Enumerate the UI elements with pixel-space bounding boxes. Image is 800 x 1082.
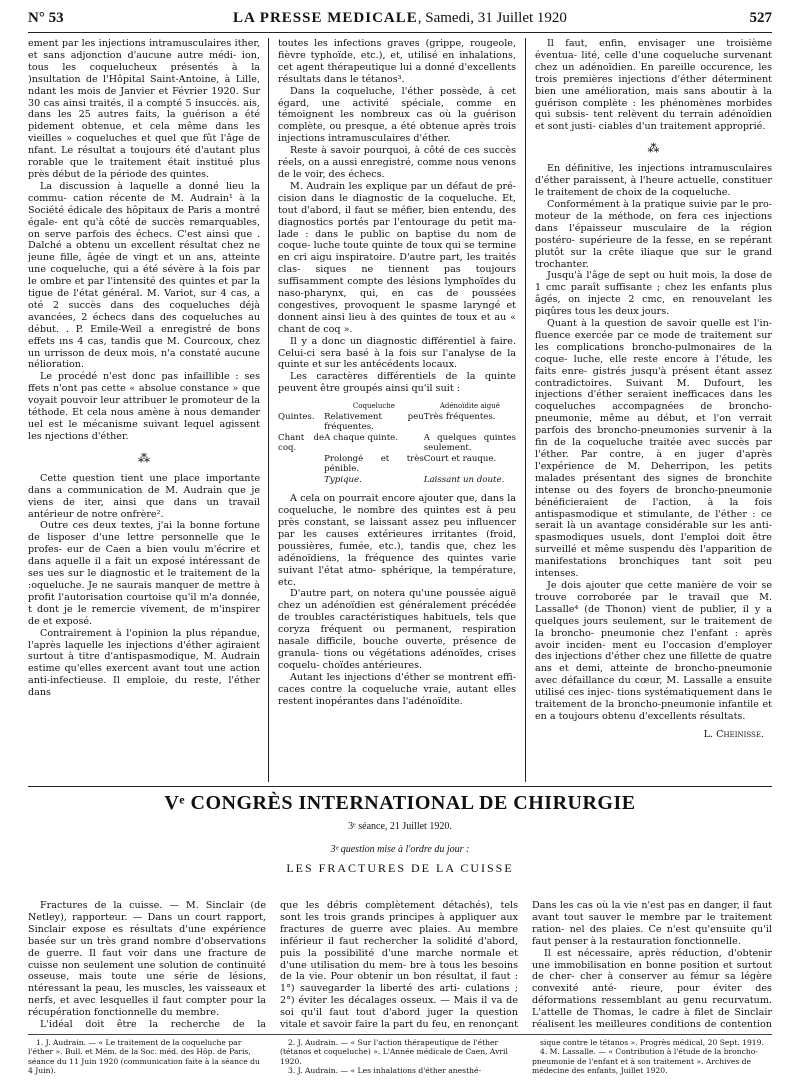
column-divider (268, 38, 269, 782)
paragraph: Outre ces deux textes, j'ai la bonne fortune de lisposer d'une lettre personnelle que le profes- eur de Caen a bien voulu m'écrire et dans aquelle il a fait un exposé intéressant de ses ues sur le diagnostic et le traitement de la :oqueluche. Je ne saurais manquer de mettre à profit l'autorisation courtoise qu'il m'a donnée, t dont je le remercie vivement, de m'inspirer de et exposé. (28, 520, 260, 627)
paragraph: M. Audrain les explique par un défaut de pré- cision dans le diagnostic de la coqueluche. Et, tout d'abord, il faut se méfier, bien entendu, des diagnostics portés par l'entourage du petit ma- lade : dans le public on baptise du nom de coque- luche toute quinte de toux qui se termine en cri aigu inspiratoire. D'autre part, les traités clas- siques ne tiennent pas toujours suffisamment compte des lésions lymphoïdes du naso-pharynx, qui, en cas de poussées congestives, provoquent le spasme laryngé et donnent ainsi lieu à des quintes de toux et au « chant de coq ». (278, 180, 516, 335)
paragraph: L'idéal doit être la recherche de la (40, 1019, 266, 1030)
paragraph: Cette question tient une place importante dans a communication de M. Audrain que je viens de iter, ainsi que dans un travail antérieur de notre onfrère². (28, 472, 260, 520)
section-stars: ⁂ (647, 141, 660, 156)
bottom-column-1 (28, 900, 266, 1030)
issue-date: , Samedi, 31 Juillet 1920 (417, 10, 567, 26)
author-signature: L. Cheinisse. (703, 728, 764, 740)
section-stars: ⁂ (138, 450, 150, 465)
paragraph: Reste à savoir pourquoi, à côté de ces succès réels, on a aussi enregistré, comme nous venons de le voir, des échecs. (278, 145, 516, 180)
footnotes-col-1 (28, 1038, 266, 1078)
paragraph: D'autre part, on notera qu'une poussée aiguë chez un adénoïdien est généralement précédée de troubles caractéristiques habituels, tels que coryza fréquent ou permanent, respiration nasale difficile, bouche ouverte, présence de granula- tions ou végétations adénoïdes, crises coquelu- choïdes antérieures. (278, 588, 516, 671)
footnote: sique contre le tétanos ». Progrès médical, 20 Sept. 1919. (540, 1038, 764, 1047)
table-cell: Laissant un doute. (423, 474, 505, 485)
footnotes-col-3 (532, 1038, 772, 1078)
table-cell: A quelques quintes seulement. (423, 432, 516, 454)
header-rule (28, 32, 772, 33)
diagnostic-table (278, 401, 516, 485)
table-cell: Quintes. (278, 411, 315, 422)
congress-session: 3ᵉ séance, 21 Juillet 1920. (348, 821, 452, 832)
paragraph: Il y a donc un diagnostic différentiel à faire. Celui-ci sera basé à la fois sur l'analyse de la quinte et sur les antécédents locaux. (278, 335, 516, 371)
paragraph: A cela on pourrait encore ajouter que, dans la coqueluche, le nombre des quintes est à peu près constant, se laissant assez peu influencer par les causes extérieures irritantes (froid, poussières, fumée, etc.), tandis que, chez les adénoïdiens, la fréquence des quintes varie suivant l'état atmo- sphérique, la température, etc. (278, 493, 516, 588)
page-header (28, 10, 772, 32)
section-subject: LES FRACTURES DE LA CUISSE (286, 861, 514, 875)
footnotes-col-2 (280, 1038, 518, 1078)
paragraph: Il est nécessaire, après réduction, d'obtenir une immobilisation en bonne position et surtout de cher- cher à conserver au fémur sa légère convexité anté- rieure, pour éviter des déformations ressemblant au genu recurvatum. L'attelle de Thomas, le cadre à filet de Sinclair réalisent les meilleures conditions de contention (532, 947, 772, 1030)
paragraph: Les caractères différentiels de la quinte peuvent être groupés ainsi qu'il suit : (278, 371, 516, 395)
footnote-rule (28, 1034, 772, 1035)
paragraph: Le procédé n'est donc pas infaillible : ses ffets n'ont pas cette « absolue constance » que voyait pouvoir leur attribuer le promoteur de la téthode. Et cela nous amène à nous demander uel est le mécanisme suivant lequel agissent les njections d'éther. (28, 371, 260, 442)
table-cell: A chaque quinte. (324, 432, 398, 443)
table-cell: Chant de coq. (278, 432, 325, 454)
footnote: 2. J. Audrain. — « Sur l'action thérapeutique de l'éther (tétanos et coqueluche) ». L'Année médicale de Caen, Avril 1920. (280, 1038, 508, 1066)
table-cell: Prolongé et très pénible. (324, 453, 424, 475)
paragraph: Je dois ajouter que cette manière de voir se trouve corroborée par le travail que M. Lassalle⁴ (de Thonon) vient de publier, il y a quelques jours seulement, sur le traitement de la broncho- pneumonie chez l'enfant : après avoir inciden- ment eu l'occasion d'employer des injections d'éther chez une fillette de quatre ans et demi, atteinte de broncho-pneumonie avec défaillance du cœur, M. Lassalle a ensuite utilisé ces injec- tions systématiquement dans le traitement de la broncho-pneumonie infantile et en a toujours obtenu d'excellents résultats. (535, 579, 772, 722)
paragraph: Contrairement à l'opinion la plus répandue, l'après laquelle les injections d'éther agiraient surtout à titre d'antispasmodique, M. Audrain estime qu'elles exercent avant tout une action anti-infectieuse. Il emploie, du reste, l'éther dans (28, 627, 260, 699)
paragraph: Fractures de la cuisse. — M. Sinclair (de Netley), rapporteur. — Dans un court rapport, Sinclair expose es résultats d'une expérience basée sur un très grand nombre d'observations de guerre. Il faut voir dans une fracture de cuisse non seulement une solution de continuité osseuse, mais toute une série de lésions, ntéressant la peau, les muscles, les vaisseaux et nerfs, et avec lesquelles il faut compter pour la récupération fonctionnelle du membre. (28, 900, 266, 1019)
paragraph: toutes les infections graves (grippe, rougeole, fièvre typhoïde, etc.), et, utilisé en inhalations, cet agent thérapeutique lui a donné d'excellents résultats dans le tétanos³. (278, 38, 516, 85)
journal-title (28, 10, 772, 27)
paragraph: Jusqu'à l'âge de sept ou huit mois, la dose de 1 cmc paraît suffisante ; chez les enfants plus âgés, on injecte 2 cmc, en renouvelant les piqûres tous les deux jours. (535, 270, 772, 318)
paragraph: Il faut, enfin, envisager une troisième éventua- lité, celle d'une coqueluche survenant chez un adénoïdien. En pareille occurence, les trois premières injections d'éther déterminent bien une amélioration, mais sans aboutir à la guérison complète : les phénomènes morbides qui subsis- tent relèvent du terrain adénoïdien et sont justi- ciables d'un traitement approprié. (535, 38, 772, 133)
paragraph: ement par les injections intramusculaires ither, et sans adjonction d'aucune autre médi- ion, tous les coquelucheux présentés à la )nsultation de l'Hôpital Saint-Antoine, à Lille, ndant les mois de Janvier et Février 1920. Sur 30 cas ainsi traités, il a compté 5 insuccès. ais, dans les 25 autres faits, la guérison a été pidement obtenue, et cela même dans les vieilles » coqueluches et quel que fût l'âge de nfant. Le résultat a toujours été d'autant plus rorable que le traitement était institué plus près début de la période des quintes. (28, 38, 260, 180)
paragraph: La discussion à laquelle a donné lieu la commu- cation récente de M. Audrain¹ à la Société édicale des hôpitaux de Paris a montré égale- ent qu'à côté de succès remarquables, on serve parfois des échecs. C'est ainsi que . Dalché a obtenu un excellent résultat chez ne jeune fille, âgée de vingt et un ans, atteinte une coqueluche, qui a été sévère à la fois par le ombre et par l'intensité des quintes et par la tigue de l'état général. M. Variot, sur 4 cas, a oté 2 succès dans des coqueluches déjà avancées, 2 échecs dans des coqueluches au début. . P. Emile-Weil a enregistré de bons effets ıns 4 cas, tandis que M. Courcoux, chez un urrisson de deux mois, n'a constaté aucune nélioration. (28, 180, 260, 371)
congress-heading (0, 792, 800, 876)
paragraph: Dans les cas où la vie n'est pas en danger, il faut avant tout sauver le membre par le traitement ration- nel des plaies. Ce n'est qu'ensuite qu'il faut penser à la restauration fonctionnelle. (532, 900, 772, 947)
footnote: 3. J. Audrain. — « Les inhalations d'éther anesthé- (288, 1066, 482, 1076)
paragraph: Autant les injections d'éther se montrent effi- caces contre la coqueluche vraie, autant elles restent inopérantes dans l'adénoïdite. (278, 671, 516, 707)
footnote: 1. J. Audrain. — « Le traitement de la coqueluche par l'éther ». Bull. et Mém. de la Soc. méd. des Hôp. de Paris, séance du 11 Juin 1920 (communication faite à la séance du 4 Juin). (28, 1038, 260, 1076)
paragraph: En définitive, les injections intramusculaires d'éther paraissent, à l'heure actuelle, constituer le traitement de choix de la coqueluche. (535, 163, 772, 199)
table-cell: Court et rauque. (423, 453, 497, 464)
paragraph: Quant à la question de savoir quelle est l'in- fluence exercée par ce mode de traitement sur les complications broncho-pulmonaires de la coque- luche, elle reste encore à l'étude, les faits enre- gistrés jusqu'à présent étant assez contradictoires. Suivant M. Dufourt, les injections d'éther seraient inefficaces dans les coqueluches accompagnées de broncho-pneumonie, même au début, et l'on verrait parfois des broncho-pneumonies survenir à la fin de la coqueluche traitée avec succès par l'éther. Par contre, à en juger d'après l'expérience de M. Deherripon, les petits malades présentant des signes de bronchite intense ou des foyers de broncho-pneumonie bénéficieraient de l'action, à la fois antispasmodique et stimulante, de l'éther : ce serait là un avantage considérable sur les anti- spasmodiques usuels, dont l'emploi doit être surveillé et même suspendu dès l'apparition de manifestations bronchiques tant soit peu intenses. (535, 318, 772, 580)
bottom-column-2 (280, 900, 518, 1030)
table-cell: Très fréquentes. (423, 411, 496, 422)
column-1 (28, 38, 260, 782)
congress-title: Vᵉ CONGRÈS INTERNATIONAL DE CHIRURGIE (164, 792, 636, 814)
page-number: 527 (749, 10, 772, 26)
table-cell: Typique. (324, 474, 362, 485)
journal-name: LA PRESSE MEDICALE (233, 10, 418, 26)
paragraph: Conformément à la pratique suivie par le pro- moteur de la méthode, on fera ces injections dans l'épaisseur musculaire de la région postéro- supérieure de la fesse, en se repérant plutôt sur la crête iliaque que sur le grand trochanter. (535, 198, 772, 270)
column-2 (278, 38, 516, 782)
column-3 (535, 38, 772, 782)
section-rule (28, 786, 772, 787)
table-cell: Relativement peu fréquentes. (324, 411, 424, 433)
paragraph: que les débris complètement détachés), tels sont les trois grands principes à appliquer aux fractures de guerre avec plaies. Au membre inférieur il faut rechercher la solidité d'abord, puis la possibilité d'une marche normale et d'une utilisation du mem- bre à tous les besoins de la vie. Pour obtenir un bon résultat, il faut : 1°) sauvegarder la liberté des arti- culations ; 2°) éviter les décalages osseux. — Mais il va de soi qu'il faut tout d'abord juger la question vitale et savoir faire la part du feu, en renonçant (280, 900, 518, 1030)
paragraph: Dans la coqueluche, l'éther possède, à cet égard, une activité spéciale, comme en témoignent les nombreux cas où la guérison complète, ou presque, a été obtenue après trois injections intramusculaires d'éther. (278, 85, 516, 145)
issue-number: N° 53 (28, 10, 64, 26)
table-header: Adénoïdite aiguë (439, 402, 500, 411)
bottom-column-3 (532, 900, 772, 1030)
agenda-question: 3ᵉ question mise à l'ordre du jour : (330, 844, 470, 855)
footnote: 4. M. Lassalle. — « Contribution à l'étude de la broncho-pneumonie de l'enfant et à son traitement ». Archives de médecine des enfants, Juillet 1920. (532, 1047, 758, 1076)
table-header: Coqueluche (352, 402, 395, 411)
column-divider (525, 38, 526, 782)
